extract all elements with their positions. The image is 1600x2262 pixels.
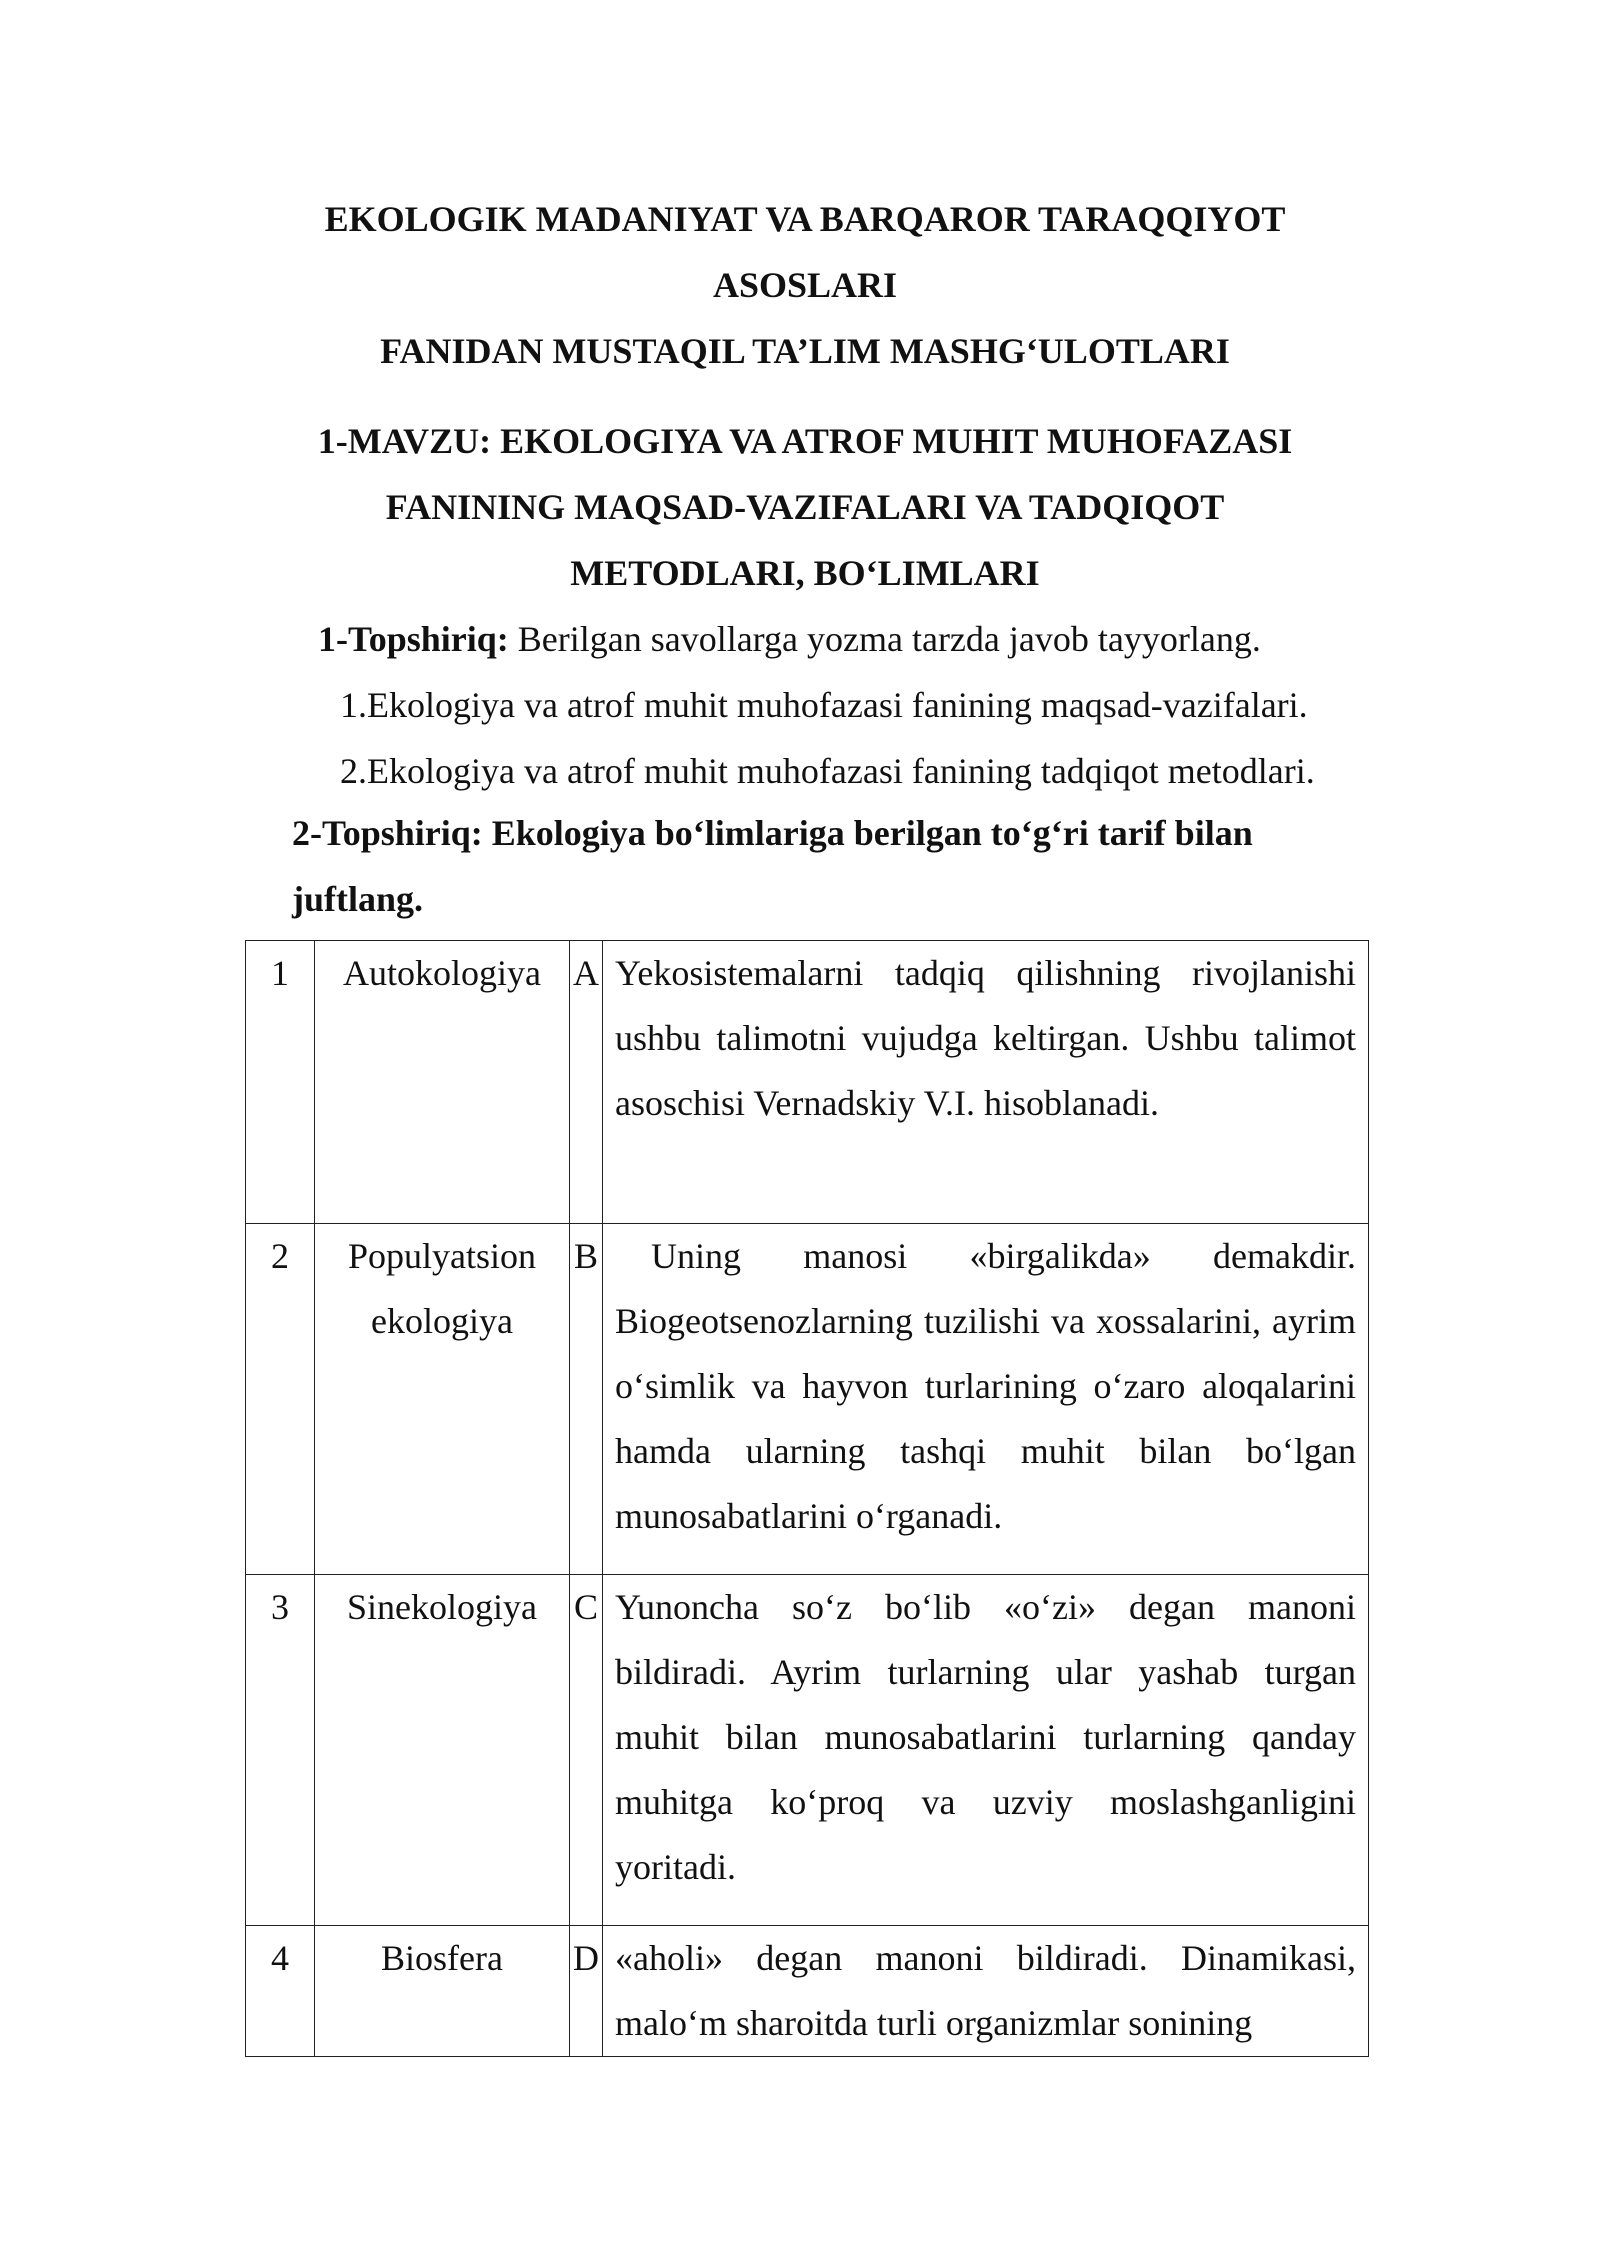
term-cell: Populyatsion ekologiya (315, 1224, 570, 1575)
term-cell: Sinekologiya (315, 1575, 570, 1926)
definition-text: Yekosistemalarni tadqiq qilishning rivojlanishi ushbu talimotni vujudga keltirgan. Ushbu talimot asoschisi Vernadskiy V.I. hisoblanadi. (615, 953, 1356, 1123)
letter-cell: B (570, 1224, 603, 1575)
definition-text: Yunoncha so‘z bo‘lib «o‘zi» degan manoni bildiradi. Ayrim turlarning ular yashab turgan muhit bilan munosabatlarini turlarning qanday muhitga ko‘proq va uzviy moslashganligini yoritadi. (615, 1587, 1356, 1887)
task-1-text: Berilgan savollarga yozma tarzda javob tayyorlang. (508, 619, 1261, 659)
row-number: 2 (246, 1224, 315, 1575)
title-line-1: EKOLOGIK MADANIYAT VA BARQAROR TARAQQIYOT (324, 199, 1286, 239)
definition-cell (603, 1926, 1369, 2057)
letter-cell: A (570, 941, 603, 1224)
term-cell: Autokologiya (315, 941, 570, 1224)
task-1-question-1: 1.Ekologiya va atrof muhit muhofazasi fanining maqsad-vazifalari. (340, 685, 1308, 725)
definition-text: Uning manosi «birgalikda» demakdir. Biogeotsenozlarning tuzilishi va xossalarini, ayrim o‘simlik va hayvon turlarining o‘zaro aloqalarini hamda ularning tashqi muhit bilan bo‘lgan munosabatlarini o‘rganadi. (615, 1236, 1356, 1536)
table-row (246, 941, 1369, 1224)
theme-line-1: 1-MAVZU: EKOLOGIYA VA ATROF MUHIT MUHOFAZASI (317, 421, 1293, 461)
title-line-3: FANIDAN MUSTAQIL TA’LIM MASHG‘ULOTLARI (380, 331, 1230, 371)
task-2: 2-Topshiriq: Ekologiya bo‘limlariga berilgan to‘g‘ri tarif bilan juftlang. (292, 813, 1253, 919)
row-number: 1 (246, 941, 315, 1224)
definition-cell (603, 1224, 1369, 1575)
row-number: 3 (246, 1575, 315, 1926)
table-row (246, 1575, 1369, 1926)
letter-cell: C (570, 1575, 603, 1926)
document-title (240, 186, 1370, 384)
letter-cell: D (570, 1926, 603, 2057)
theme-line-2: FANINING MAQSAD-VAZIFALARI VA TADQIQOT (385, 487, 1225, 527)
table-row (246, 1926, 1369, 2057)
definition-cell (603, 1575, 1369, 1926)
task-1-question-2: 2.Ekologiya va atrof muhit muhofazasi fanining tadqiqot metodlari. (340, 751, 1315, 791)
definition-text: «aholi» degan manoni bildiradi. Dinamikasi, malo‘m sharoitda turli organizmlar sonining (615, 1938, 1356, 2043)
task-1 (318, 606, 1261, 672)
task-1-label: 1-Topshiriq: (318, 619, 509, 659)
title-line-2: ASOSLARI (712, 265, 898, 305)
theme-heading (240, 408, 1370, 606)
matching-table (245, 940, 1369, 2057)
theme-line-3: METODLARI, BO‘LIMLARI (570, 553, 1040, 593)
row-number: 4 (246, 1926, 315, 2057)
table-row (246, 1224, 1369, 1575)
term-cell: Biosfera (315, 1926, 570, 2057)
definition-cell (603, 941, 1369, 1224)
